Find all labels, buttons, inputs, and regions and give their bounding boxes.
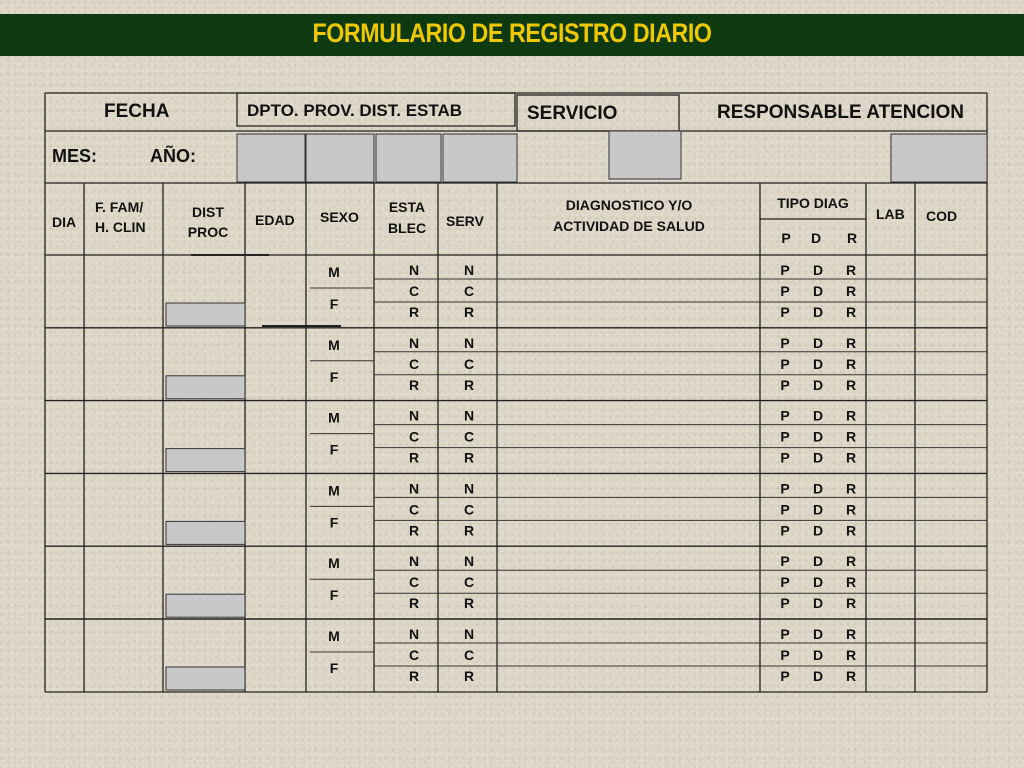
serv-code: R	[463, 668, 475, 684]
anio-label: AÑO:	[150, 146, 196, 166]
tipo-r: R	[845, 595, 857, 612]
esta-code: N	[408, 262, 420, 278]
tipo-p: P	[780, 668, 790, 684]
col-tipo-diag: TIPO DIAG	[777, 195, 849, 211]
col-esta-1: ESTA	[388, 199, 426, 215]
tipo-p: P	[780, 595, 790, 612]
serv-code: R	[463, 595, 475, 612]
esta-code: C	[408, 647, 420, 663]
responsable-label: RESPONSABLE ATENCION	[717, 102, 965, 123]
esta-code: C	[408, 501, 420, 518]
tipo-p: P	[780, 304, 790, 320]
tipo-d: D	[812, 574, 824, 591]
col-esta-2: BLEC	[387, 220, 427, 236]
entry-block[interactable]	[166, 626, 987, 690]
col-ffam-2: H. CLIN	[95, 219, 146, 235]
tipo-r: R	[845, 449, 857, 466]
tipo-d: D	[812, 428, 824, 445]
tipo-d: D	[812, 449, 824, 466]
esta-code: N	[408, 626, 420, 642]
dist-proc-box[interactable]	[166, 376, 245, 399]
tipo-p: P	[780, 428, 790, 445]
tipo-r: R	[845, 553, 857, 570]
serv-code: C	[463, 283, 475, 299]
col-dia: DIA	[52, 214, 77, 230]
esta-code: N	[408, 407, 420, 424]
dist-proc-box[interactable]	[166, 303, 245, 326]
col-tipo-p: P	[781, 230, 791, 246]
tipo-d: D	[812, 304, 824, 320]
serv-code: C	[463, 647, 475, 663]
servicio-label: SERVICIO	[527, 103, 618, 124]
sexo-m: M	[328, 409, 340, 426]
serv-code: N	[463, 480, 475, 497]
tipo-d: D	[812, 595, 824, 612]
tipo-p: P	[780, 553, 790, 570]
sexo-m: M	[328, 628, 340, 644]
tipo-d: D	[812, 283, 824, 299]
tipo-p: P	[780, 480, 790, 497]
tipo-r: R	[845, 334, 857, 351]
servicio-box[interactable]	[609, 131, 681, 179]
dist-proc-box[interactable]	[166, 667, 245, 690]
tipo-r: R	[845, 501, 857, 518]
serv-code: N	[463, 334, 475, 351]
date-box[interactable]	[306, 134, 374, 182]
tipo-p: P	[780, 376, 790, 393]
mes-label: MES:	[52, 146, 97, 166]
sexo-f: F	[329, 296, 339, 312]
sexo-f: F	[329, 587, 339, 604]
esta-code: C	[408, 355, 420, 372]
sexo-f: F	[329, 660, 339, 676]
esta-code: R	[408, 595, 420, 612]
tipo-d: D	[812, 501, 824, 518]
tipo-r: R	[845, 262, 857, 278]
tipo-p: P	[780, 626, 790, 642]
esta-code: C	[408, 428, 420, 445]
col-edad: EDAD	[255, 212, 295, 228]
esta-code: C	[408, 283, 420, 299]
entry-blocks	[45, 262, 987, 690]
tipo-r: R	[845, 304, 857, 320]
date-boxes	[237, 131, 987, 182]
esta-code: R	[408, 304, 420, 320]
serv-code: C	[463, 355, 475, 372]
col-diag-2: ACTIVIDAD DE SALUD	[553, 218, 705, 234]
tipo-p: P	[780, 283, 790, 299]
col-dist-1: DIST	[192, 204, 224, 220]
serv-code: R	[463, 376, 475, 393]
dist-proc-box[interactable]	[166, 594, 245, 617]
serv-code: N	[463, 407, 475, 424]
tipo-p: P	[780, 407, 790, 424]
entry-block[interactable]	[45, 408, 987, 474]
tipo-r: R	[845, 626, 857, 642]
tipo-r: R	[845, 647, 857, 663]
col-cod: COD	[926, 208, 958, 224]
serv-code: C	[463, 501, 475, 518]
tipo-r: R	[845, 376, 857, 393]
tipo-d: D	[812, 480, 824, 497]
entry-block[interactable]	[45, 553, 987, 619]
tipo-p: P	[780, 449, 790, 466]
tipo-r: R	[845, 522, 857, 539]
sexo-f: F	[329, 368, 339, 385]
tipo-r: R	[845, 428, 857, 445]
tipo-r: R	[845, 407, 857, 424]
serv-code: N	[463, 262, 475, 278]
tipo-d: D	[812, 553, 824, 570]
esta-code: R	[408, 668, 420, 684]
serv-code: N	[463, 553, 475, 570]
tipo-r: R	[845, 574, 857, 591]
tipo-d: D	[812, 376, 824, 393]
serv-code: C	[463, 428, 475, 445]
tipo-d: D	[812, 626, 824, 642]
form-title: FORMULARIO DE REGISTRO DIARIO	[312, 18, 712, 48]
tipo-p: P	[780, 501, 790, 518]
serv-code: C	[463, 574, 475, 591]
esta-code: N	[408, 480, 420, 497]
dist-proc-box[interactable]	[166, 521, 245, 544]
date-box[interactable]	[443, 134, 517, 182]
esta-code: R	[408, 522, 420, 539]
dpto-label: DPTO. PROV. DIST. ESTAB	[247, 101, 463, 120]
esta-code: R	[408, 376, 420, 393]
serv-code: R	[463, 304, 475, 320]
sexo-m: M	[328, 555, 340, 572]
sexo-f: F	[329, 441, 339, 458]
tipo-p: P	[780, 355, 790, 372]
sexo-f: F	[329, 514, 339, 531]
tipo-p: P	[780, 647, 790, 663]
tipo-d: D	[812, 647, 824, 663]
tipo-r: R	[845, 480, 857, 497]
dist-proc-box[interactable]	[166, 449, 245, 472]
col-diag-1: DIAGNOSTICO Y/O	[565, 197, 693, 213]
entry-block[interactable]	[45, 262, 987, 328]
tipo-r: R	[845, 668, 857, 684]
tipo-r: R	[845, 283, 857, 299]
serv-code: R	[463, 449, 475, 466]
col-serv: SERV	[446, 213, 484, 229]
sexo-m: M	[328, 264, 340, 280]
date-box[interactable]	[237, 134, 305, 182]
entry-block[interactable]	[45, 335, 987, 401]
sexo-m: M	[328, 482, 340, 499]
entry-block[interactable]	[45, 480, 987, 546]
serv-code: N	[463, 626, 475, 642]
tipo-d: D	[812, 407, 824, 424]
tipo-d: D	[812, 522, 824, 539]
date-box[interactable]	[376, 134, 441, 182]
tipo-d: D	[812, 668, 824, 684]
sexo-m: M	[328, 336, 340, 353]
responsable-box[interactable]	[891, 134, 987, 182]
col-dist-2: PROC	[187, 224, 229, 240]
esta-code: R	[408, 449, 420, 466]
tipo-d: D	[812, 334, 824, 351]
tipo-p: P	[780, 334, 790, 351]
tipo-p: P	[780, 574, 790, 591]
col-tipo-d: D	[810, 230, 822, 246]
tipo-r: R	[845, 355, 857, 372]
esta-code: N	[408, 334, 420, 351]
col-ffam-1: F. FAM/	[95, 199, 144, 215]
fecha-label: FECHA	[104, 101, 170, 122]
serv-code: R	[463, 522, 475, 539]
tipo-p: P	[780, 522, 790, 539]
tipo-d: D	[812, 355, 824, 372]
esta-code: N	[408, 553, 420, 570]
esta-code: C	[408, 574, 420, 591]
col-lab: LAB	[876, 206, 905, 222]
tipo-p: P	[780, 262, 790, 278]
tipo-d: D	[812, 262, 824, 278]
col-tipo-r: R	[846, 230, 858, 246]
col-sexo: SEXO	[320, 209, 359, 225]
